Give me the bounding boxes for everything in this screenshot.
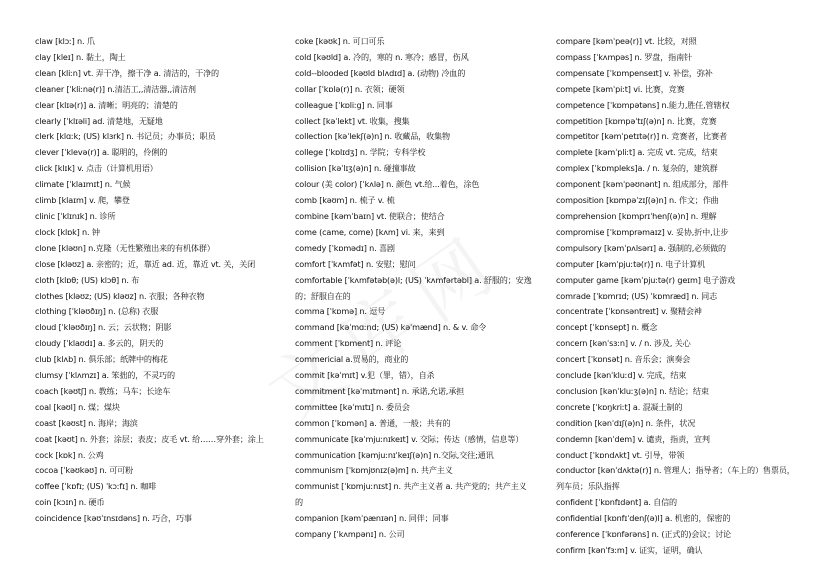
vocab-entry: cold [kəʊld] a. 冷的，寒的 n. 寒冷；感冒，伤风	[295, 51, 469, 62]
vocab-entry: company [ˈkʌmpənɪ] n. 公司	[295, 529, 405, 540]
vocab-entry: concern [kənˈsɜːn] v. / n. 涉及, 关心	[556, 338, 691, 349]
vocab-entry: colleague [ˈkɒliːg] n. 同事	[295, 99, 393, 110]
vocab-entry: college [ˈkɒlɪdʒ] n. 学院；专科学校	[295, 147, 426, 158]
vocab-entry: competition [kɒmpəˈtɪʃ(ə)n] n. 比赛，竞赛	[556, 115, 717, 126]
vocab-entry: cock [kɒk] n. 公鸡	[35, 449, 104, 460]
vocab-entry: compete [kəmˈpiːt] vi. 比赛，竞赛	[556, 83, 685, 94]
vocab-entry: close [kləʊz] a. 亲密的；近，靠近 ad. 近，靠近 vt. 关，关闭	[35, 258, 256, 269]
vocab-entry: conductor [kənˈdʌktə(r)] n. 管理人；指导者；（车上的）售票员，列车员；乐队指挥	[556, 465, 795, 492]
vocab-entry: concert [ˈkɒnsət] n. 音乐会；演奏会	[556, 354, 691, 365]
vocab-entry: confident [ˈkɒnfɪdənt] a. 自信的	[556, 497, 678, 508]
column-2	[295, 34, 533, 543]
vocab-entry: complex [ˈkɒmpleks]a. / n. 复杂的，建筑群	[556, 163, 718, 174]
vocab-entry: commericial a.贸易的，商业的	[295, 354, 409, 365]
vocab-entry: cloud [ˈkləʊðɪŋ] n. 云；云状物；阴影	[35, 322, 172, 333]
vocab-entry: claw [klɔː] n. 爪	[35, 36, 95, 46]
vocab-entry: clerk [klɑːk; (US) klɜrk] n. 书记员；办事员；职员	[35, 131, 216, 142]
vocab-entry: come (came, come) [kʌm] vi. 来，来到	[295, 226, 445, 237]
vocab-entry: compare [kəmˈpeə(r)] vt. 比较，对照	[556, 36, 697, 46]
vocab-entry: comma [ˈkɒmə] n. 逗号	[295, 306, 386, 317]
vocab-entry: coast [kəʊst] n. 海岸；海滨	[35, 417, 138, 428]
vocab-entry: coach [kəʊtʃ] n. 教练；马车；长途车	[35, 385, 171, 396]
vocab-entry: compensate [ˈkɒmpenseɪt] v. 补偿，弥补	[556, 67, 713, 78]
vocab-entry: clay [kleɪ] n. 黏土，陶土	[35, 51, 126, 62]
vocab-entry: compass [ˈkʌmpəs] n. 罗盘，指南针	[556, 51, 692, 62]
vocab-entry: clever [ˈklevə(r)] a. 聪明的，伶俐的	[35, 147, 168, 158]
vocab-entry: communism [ˈkɒmjʊnɪz(ə)m] n. 共产主义	[295, 465, 453, 476]
vocab-entry: compulsory [kəmˈpʌlsərɪ] a. 强制的,必须做的	[556, 242, 726, 253]
vocab-entry: comfort [ˈkʌmfət] n. 安慰；慰问	[295, 258, 416, 269]
vocab-entry: clear [klɪə(r)] a. 清晰；明亮的；清楚的	[35, 99, 178, 110]
vocab-entry: confirm [kənˈfɜːm] v. 证实，证明，确认	[556, 545, 703, 555]
vocab-entry: competitor [kəmˈpetɪtə(r)] n. 竞赛者，比赛者	[556, 131, 727, 142]
vocab-entry: compromise [ˈkɒmprəmaɪz] v. 妥协,折中,让步	[556, 226, 729, 237]
vocab-entry: cocoa [ˈkəʊkəʊ] n. 可可粉	[35, 465, 134, 476]
vocab-entry: cloudy [ˈklaʊdɪ] a. 多云的，阴天的	[35, 338, 164, 349]
vocab-entry: comb [kəʊm] n. 梳子 v. 梳	[295, 195, 395, 206]
vocab-entry: click [klɪk] v. 点击（计算机用语）	[35, 163, 158, 174]
vocab-entry: communication [kəmjuːnɪˈkeɪʃ(ə)n] n.交际,交往;通讯	[295, 449, 494, 460]
vocab-entry: condemn [kənˈdem] v. 谴责，指责，宣判	[556, 433, 710, 444]
vocab-entry: comment [ˈkɒment] n. 评论	[295, 338, 402, 349]
vocab-entry: collection [kəˈlekʃ(ə)n] n. 收藏品，收集物	[295, 131, 450, 142]
vocab-entry: confidential [kɒnfɪˈdenʃ(ə)l] a. 机密的，保密的	[556, 513, 731, 524]
vocab-entry: clearly [ˈklɪəli] ad. 清楚地，无疑地	[35, 115, 163, 126]
vocab-entry: collision [kəˈlɪʒ(ə)n] n. 碰撞事故	[295, 163, 416, 174]
vocab-entry: clone [kləʊn] n.克隆（无性繁殖出来的有机体群）	[35, 242, 215, 253]
vocab-entry: clumsy [ˈklʌmzɪ] a. 笨拙的，不灵巧的	[35, 370, 175, 381]
vocab-entry: colour (美 color) [ˈkʌlə] n. 颜色 vt.给...着色，涂色	[295, 179, 480, 190]
vocab-entry: clothing [ˈkləʊðɪŋ] n. (总称) 衣服	[35, 306, 159, 317]
vocab-entry: club [klʌb] n. 俱乐部；纸牌中的梅花	[35, 354, 168, 365]
vocab-entry: coffee [ˈkɒfɪ; (US) ˈkɔːfɪ] n. 咖啡	[35, 481, 157, 492]
column-1	[35, 34, 267, 527]
vocab-entry: climb [klaɪm] v. 爬，攀登	[35, 195, 130, 206]
vocab-entry: clothes [kləʊz; (US) kləʊz] n. 衣服；各种衣物	[35, 290, 205, 301]
vocab-entry: common [ˈkɒmən] a. 普通，一般；共有的	[295, 417, 451, 428]
vocab-entry: climate [ˈklaɪmɪt] n. 气候	[35, 179, 131, 190]
vocab-entry: conclude [kənˈkluːd] v. 完成，结束	[556, 370, 687, 381]
vocab-entry: competence [ˈkɒmpətəns] n.能力,胜任,管辖权	[556, 99, 730, 110]
vocab-entry: comedy [ˈkɒmədɪ] n. 喜剧	[295, 242, 395, 253]
vocab-entry: condition [kənˈdɪʃ(ə)n] n. 条件，状况	[556, 417, 696, 428]
vocab-entry: companion [kəmˈpænɪən] n. 同伴；同事	[295, 513, 449, 524]
vocab-entry: concrete [ˈkɒŋkriːt] a. 混凝土制的	[556, 401, 683, 412]
vocab-entry: commit [kəˈmɪt] v.犯（罪，错），自杀	[295, 370, 435, 381]
vocab-entry: cold--blooded [kəʊld blʌdɪd] a. (动物) 冷血的	[295, 67, 466, 78]
vocab-entry: coat [kəʊt] n. 外套；涂层；表皮；皮毛 vt. 给……穿外套；涂上	[35, 433, 264, 444]
vocab-entry: comprehension [kɒmprɪˈhenʃ(ə)n] n. 理解	[556, 210, 717, 221]
vocab-entry: computer game [kəmˈpjuːtə(r) geɪm] 电子游戏	[556, 274, 735, 285]
vocab-entry: computer [kəmˈpjuːtə(r)] n. 电子计算机	[556, 258, 706, 269]
vocab-entry: command [kəˈmɑːnd; (US) kəˈmænd] n. & v. 命令	[295, 322, 487, 333]
vocab-entry: coincidence [kəʊˈɪnsɪdəns] n. 巧合，巧事	[35, 513, 192, 524]
vocab-entry: clinic [ˈklɪnɪk] n. 诊所	[35, 210, 116, 221]
vocab-entry: combine [kəmˈbaɪn] vt. 使联合；使结合	[295, 210, 445, 221]
vocab-entry: coal [kəʊl] n. 煤；煤块	[35, 401, 120, 412]
vocab-entry: composition [kɒmpəˈzɪʃ(ə)n] n. 作文；作曲	[556, 195, 719, 206]
vocab-entry: comrade [ˈkɒmrɪd; (US) ˈkɒmræd] n. 同志	[556, 290, 718, 301]
vocab-entry: conduct [ˈkɒndʌkt] vt. 引导，带领	[556, 449, 685, 460]
vocab-entry: clean [kliːn] vt. 弄干净，擦干净 a. 清洁的，干净的	[35, 67, 219, 78]
vocab-entry: complete [kəmˈpliːt] a. 完成 vt. 完成，结束	[556, 147, 718, 158]
vocab-entry: commitment [kəˈmɪtmənt] n. 承诺,允诺,承担	[295, 385, 465, 396]
vocab-entry: communicate [kəˈmjuːnɪkeɪt] v. 交际；传达（感情，信息等）	[295, 433, 524, 444]
vocab-entry: coin [kɔɪn] n. 硬币	[35, 497, 105, 508]
vocab-entry: collect [kəˈlekt] vt. 收集，搜集	[295, 115, 410, 126]
column-3	[556, 34, 798, 559]
vocab-entry: conclusion [kənˈkluːʒ(ə)n] n. 结论；结束	[556, 385, 709, 396]
vocab-entry: cleaner [ˈkliːnə(r)] n.清洁工,,清洁器,,清洁剂	[35, 83, 196, 94]
vocab-entry: cloth [klɒθ; (US) klɔθ] n. 布	[35, 274, 140, 285]
vocab-entry: committee [kəˈmɪtɪ] n. 委员会	[295, 401, 410, 412]
vocab-entry: concept [ˈkɒnsept] n. 概念	[556, 322, 658, 333]
vocab-entry: component [kəmˈpəʊnənt] n. 组成部分，部件	[556, 179, 729, 190]
vocab-entry: collar [ˈkɒlə(r)] n. 衣领；硬领	[295, 83, 405, 94]
vocab-entry: coke [kəʊk] n. 可口可乐	[295, 36, 385, 46]
vocab-entry: communist [ˈkɒmjuːnɪst] n. 共产主义者 a. 共产党的；共产主义的	[295, 481, 527, 508]
vocab-entry: concentrate [ˈkɒnsəntreɪt] v. 聚精会神	[556, 306, 702, 317]
vocab-entry: clock [klɒk] n. 钟	[35, 226, 100, 237]
vocab-entry: conference [ˈkɒnfərəns] n. (正式的)会议；讨论	[556, 529, 731, 540]
vocab-entry: comfortable [ˈkʌmfətəb(ə)l; (US) ˈkʌmfərtəbl] a. 舒服的；安逸的；舒服自在的	[295, 274, 532, 301]
